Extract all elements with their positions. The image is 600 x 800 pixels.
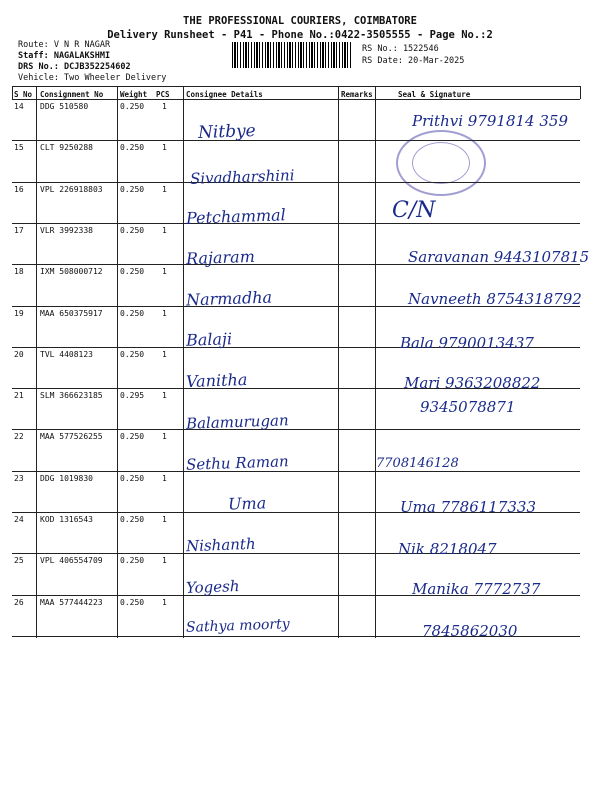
- row-pcs: 1: [162, 349, 167, 359]
- row-weight: 0.250: [120, 432, 145, 442]
- row-pcs: 1: [162, 556, 167, 566]
- handwritten-signature: 9345078871: [420, 398, 516, 416]
- row-sno: 23: [14, 473, 24, 483]
- row-divider: [12, 223, 580, 224]
- row-divider: [12, 471, 580, 472]
- handwritten-name: Nishanth: [185, 534, 256, 556]
- column-header-sno: S No: [14, 90, 33, 99]
- handwritten-name: Sathya moorty: [185, 616, 290, 636]
- handwritten-name: Sethu Raman: [185, 452, 289, 474]
- handwritten-signature: Nik 8218047: [398, 540, 497, 558]
- column-header-consignment: Consignment No: [40, 90, 104, 99]
- runsheet-title: Delivery Runsheet - P41 - Phone No.:0422-3505555 - Page No.:2: [107, 29, 493, 41]
- row-sno: 19: [14, 308, 24, 318]
- row-pcs: 1: [162, 432, 167, 442]
- row-sno: 21: [14, 391, 24, 401]
- row-divider: [12, 182, 580, 183]
- row-pcs: 1: [162, 597, 167, 607]
- col-divider: [36, 86, 37, 638]
- column-header-consignee: Consignee Details: [186, 90, 263, 99]
- handwritten-name: Uma: [227, 493, 267, 514]
- row-sno: 16: [14, 184, 24, 194]
- handwritten-name: Nitbye: [197, 120, 257, 144]
- row-pcs: 1: [162, 184, 167, 194]
- table-top-border: [12, 86, 580, 87]
- row-consignment-no: DDG 510580: [40, 102, 89, 111]
- staff-label: Staff: NAGALAKSHMI: [18, 51, 111, 61]
- row-pcs: 1: [162, 102, 167, 111]
- row-weight: 0.250: [120, 556, 145, 566]
- row-sno: 20: [14, 349, 24, 359]
- row-weight: 0.250: [120, 143, 145, 153]
- row-divider: [12, 429, 580, 430]
- handwritten-signature: 7845862030: [422, 622, 518, 640]
- row-pcs: 1: [162, 143, 167, 153]
- handwritten-name: Narmadha: [185, 287, 273, 310]
- row-weight: 0.250: [120, 515, 145, 524]
- rs-number: RS No.: 1522546: [362, 44, 439, 54]
- column-header-weight: Weight: [120, 90, 148, 99]
- rs-date: RS Date: 20-Mar-2025: [362, 56, 465, 66]
- handwritten-name: Yogesh: [185, 577, 240, 597]
- col-divider: [183, 86, 184, 638]
- row-sno: 15: [14, 143, 24, 153]
- row-pcs: 1: [162, 308, 167, 318]
- handwritten-signature: Bala 9790013437: [400, 334, 534, 352]
- handwritten-signature: 7708146128: [376, 456, 459, 471]
- row-weight: 0.250: [120, 225, 145, 235]
- col-divider: [338, 86, 339, 638]
- col-divider: [580, 86, 581, 99]
- handwritten-name: Vanitha: [185, 369, 248, 392]
- row-consignment-no: CLT 9250288: [40, 143, 93, 153]
- row-weight: 0.250: [120, 349, 145, 359]
- handwritten-name: Balamurugan: [185, 411, 289, 433]
- row-consignment-no: SLM 366623185: [40, 391, 103, 401]
- row-pcs: 1: [162, 515, 167, 524]
- handwritten-signature: Prithvi 9791814 359: [412, 112, 568, 130]
- row-consignment-no: MAA 577526255: [40, 432, 103, 442]
- handwritten-signature: Uma 7786117333: [400, 498, 537, 516]
- row-weight: 0.295: [120, 391, 145, 401]
- row-weight: 0.250: [120, 597, 145, 607]
- row-sno: 18: [14, 267, 24, 277]
- row-pcs: 1: [162, 225, 167, 235]
- row-consignment-no: VPL 406554709: [40, 556, 103, 566]
- row-sno: 17: [14, 225, 24, 235]
- row-sno: 14: [14, 102, 24, 111]
- handwritten-name: Petchammal: [185, 205, 287, 228]
- vehicle-label: Vehicle: Two Wheeler Delivery: [18, 73, 167, 83]
- handwritten-signature: Manika 7772737: [412, 580, 541, 598]
- handwritten-signature: Mari 9363208822: [404, 374, 541, 392]
- row-consignment-no: MAA 577444223: [40, 597, 103, 607]
- barcode: [232, 42, 352, 68]
- row-consignment-no: MAA 650375917: [40, 308, 103, 318]
- row-divider: [12, 140, 580, 141]
- column-header-pcs: PCS: [156, 90, 170, 99]
- row-weight: 0.250: [120, 267, 145, 277]
- handwritten-name: Balaji: [185, 329, 233, 350]
- col-divider: [12, 86, 13, 99]
- row-consignment-no: VPL 226918803: [40, 184, 103, 194]
- column-header-seal-signature: Seal & Signature: [398, 90, 471, 99]
- row-sno: 25: [14, 556, 24, 566]
- row-sno: 24: [14, 515, 24, 524]
- row-pcs: 1: [162, 391, 167, 401]
- row-consignment-no: DDG 1019830: [40, 473, 93, 483]
- handwritten-name: Rajaram: [185, 246, 256, 269]
- row-pcs: 1: [162, 473, 167, 483]
- col-divider: [375, 86, 376, 638]
- handwritten-signature: Saravanan 9443107815: [408, 248, 590, 266]
- handwritten-name: Sivadharshini: [189, 166, 295, 188]
- row-weight: 0.250: [120, 308, 145, 318]
- route-label: Route: V N R NAGAR: [18, 40, 111, 50]
- column-header-remarks: Remarks: [341, 90, 373, 99]
- row-consignment-no: TVL 4408123: [40, 349, 93, 359]
- header-bottom-border: [12, 99, 580, 100]
- drs-label: DRS No.: DCJB352254602: [18, 62, 131, 72]
- row-consignment-no: IXM 508000712: [40, 267, 103, 277]
- company-title: THE PROFESSIONAL COURIERS, COIMBATORE: [183, 15, 417, 27]
- row-sno: 26: [14, 597, 24, 607]
- row-weight: 0.250: [120, 473, 145, 483]
- row-weight: 0.250: [120, 102, 145, 111]
- handwritten-signature: Navneeth 8754318792: [408, 290, 582, 308]
- handwritten-signature: C/N: [392, 198, 436, 223]
- col-divider: [117, 86, 118, 638]
- row-pcs: 1: [162, 267, 167, 277]
- row-consignment-no: VLR 3992338: [40, 225, 93, 235]
- row-consignment-no: KOD 1316543: [40, 515, 93, 524]
- row-weight: 0.250: [120, 184, 145, 194]
- row-sno: 22: [14, 432, 24, 442]
